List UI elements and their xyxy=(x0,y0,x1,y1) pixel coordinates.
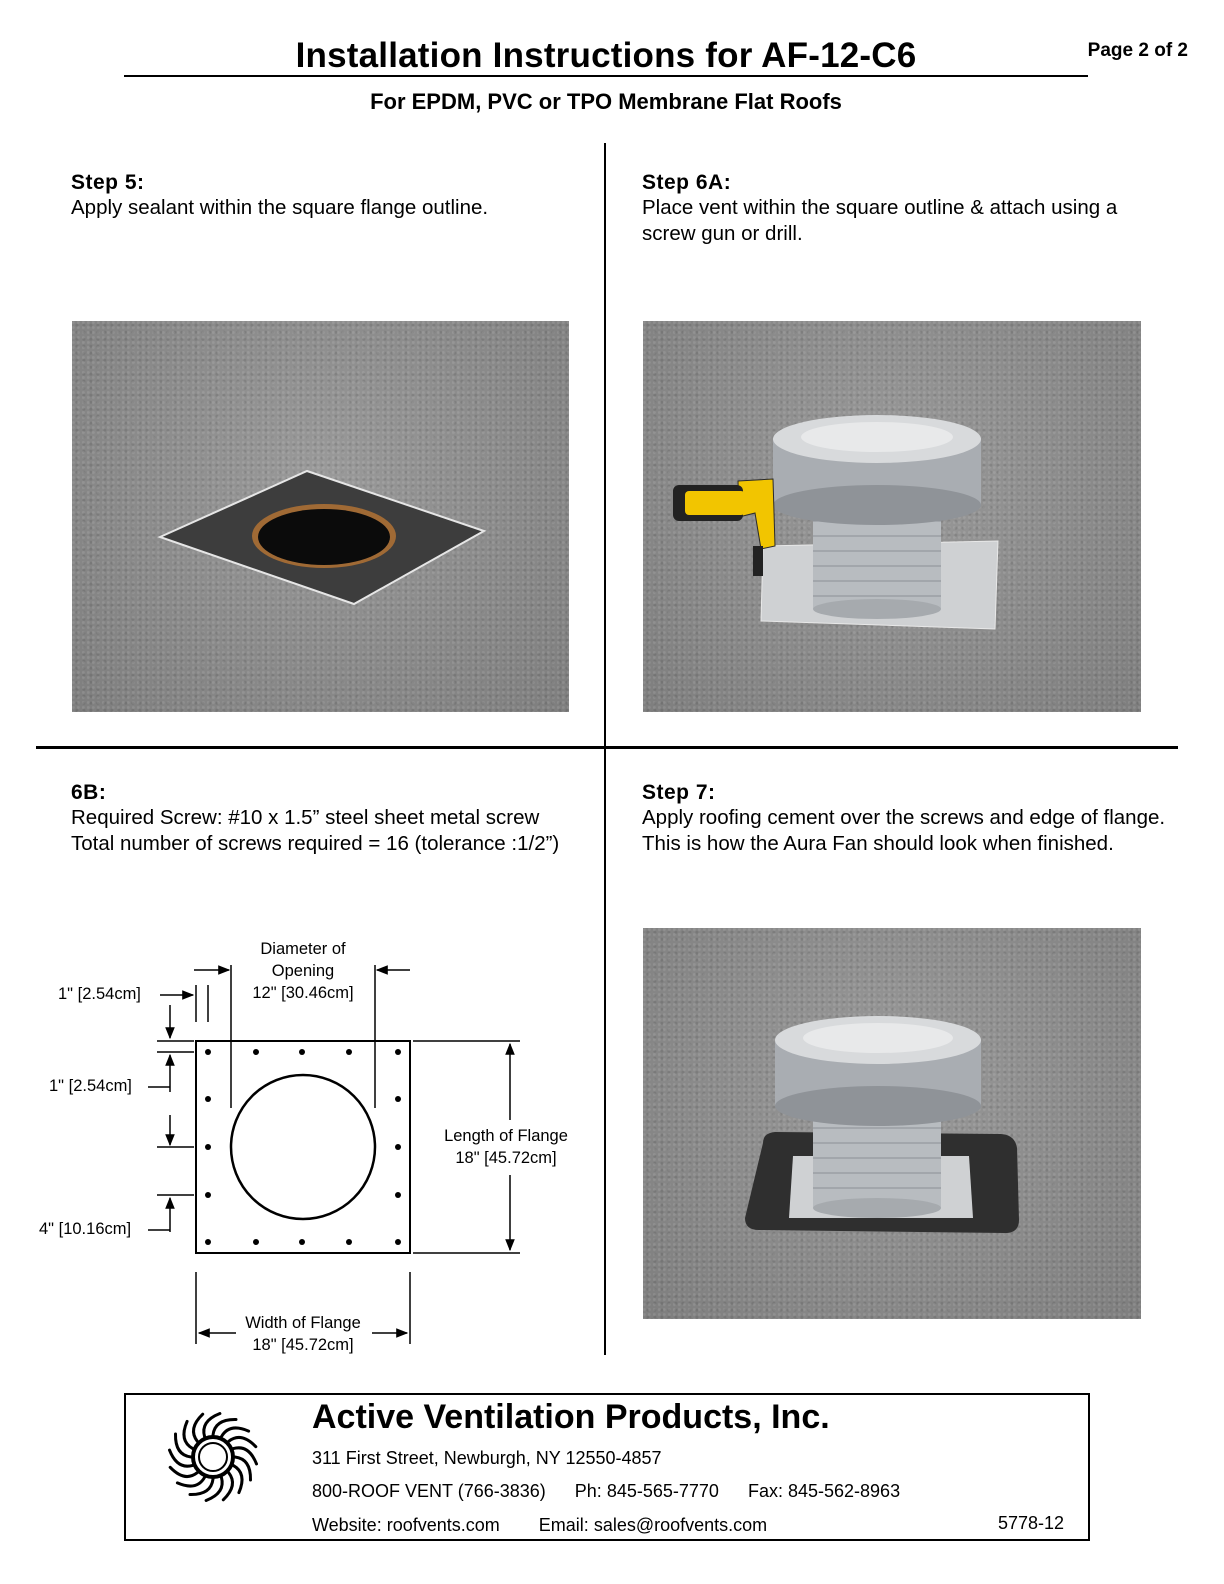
width-of-flange-label: Width of Flange 18" [45.72cm] xyxy=(245,1314,361,1354)
email-label: Email: xyxy=(538,1515,589,1535)
edge-offset-top-label: 1" [2.54cm] xyxy=(58,985,141,1003)
website-label: Website: xyxy=(312,1515,382,1535)
step-7-text: Apply roofing cement over the screws and edge of flange. This is how the Aura Fan should look when finished. xyxy=(642,806,1166,855)
step-7-photo xyxy=(643,928,1141,1319)
fax-number: 845-562-8963 xyxy=(787,1481,901,1501)
company-name: Active Ventilation Products, Inc. xyxy=(312,1398,830,1436)
page-subtitle: For EPDM, PVC or TPO Membrane Flat Roofs xyxy=(370,89,842,114)
step-6a-heading: Step 6A: xyxy=(642,171,732,194)
contact-web xyxy=(312,1515,767,1536)
step-7-section xyxy=(642,781,1172,857)
diameter-label: Diameter of Opening 12" [30.46cm] xyxy=(252,940,354,1002)
opening-circle xyxy=(231,1075,375,1219)
phone-label: Ph: xyxy=(574,1481,602,1501)
company-logo-icon xyxy=(163,1407,263,1507)
screw-holes xyxy=(205,1049,401,1245)
website-link[interactable]: roofvents.com xyxy=(386,1515,500,1535)
fax-label: Fax: xyxy=(747,1481,783,1501)
step-6a-text: Place vent within the square outline & attach using a screw gun or drill. xyxy=(642,196,1118,245)
company-address: 311 First Street, Newburgh, NY 12550-4857 xyxy=(312,1448,662,1468)
page-number: Page 2 of 2 xyxy=(1087,40,1188,61)
page-title: Installation Instructions for AF-12-C6 xyxy=(295,36,917,75)
length-of-flange-label: Length of Flange 18" [45.72cm] xyxy=(430,1125,582,1169)
flange-outline xyxy=(196,1041,410,1253)
step-6b-line-2: Total number of screws required = 16 (tolerance :1/2”) xyxy=(71,832,560,855)
step-6b-heading: 6B: xyxy=(71,781,107,804)
step-6b-line-1: Required Screw: #10 x 1.5” steel sheet metal screw xyxy=(71,806,540,829)
email-link[interactable]: sales@roofvents.com xyxy=(593,1515,768,1535)
phone-number: 845-565-7770 xyxy=(606,1481,719,1501)
document-number: 5778-12 xyxy=(998,1513,1065,1533)
contact-phones xyxy=(312,1481,900,1502)
tollfree-number: 800-ROOF VENT (766-3836) xyxy=(312,1481,546,1501)
step-5-text: Apply sealant within the square flange outline. xyxy=(71,196,489,219)
step-7-heading: Step 7: xyxy=(642,781,716,804)
screw-spacing-label: 4" [10.16cm] xyxy=(39,1220,132,1238)
edge-offset-side-label: 1" [2.54cm] xyxy=(49,1077,132,1095)
step-5-heading: Step 5: xyxy=(71,171,145,194)
